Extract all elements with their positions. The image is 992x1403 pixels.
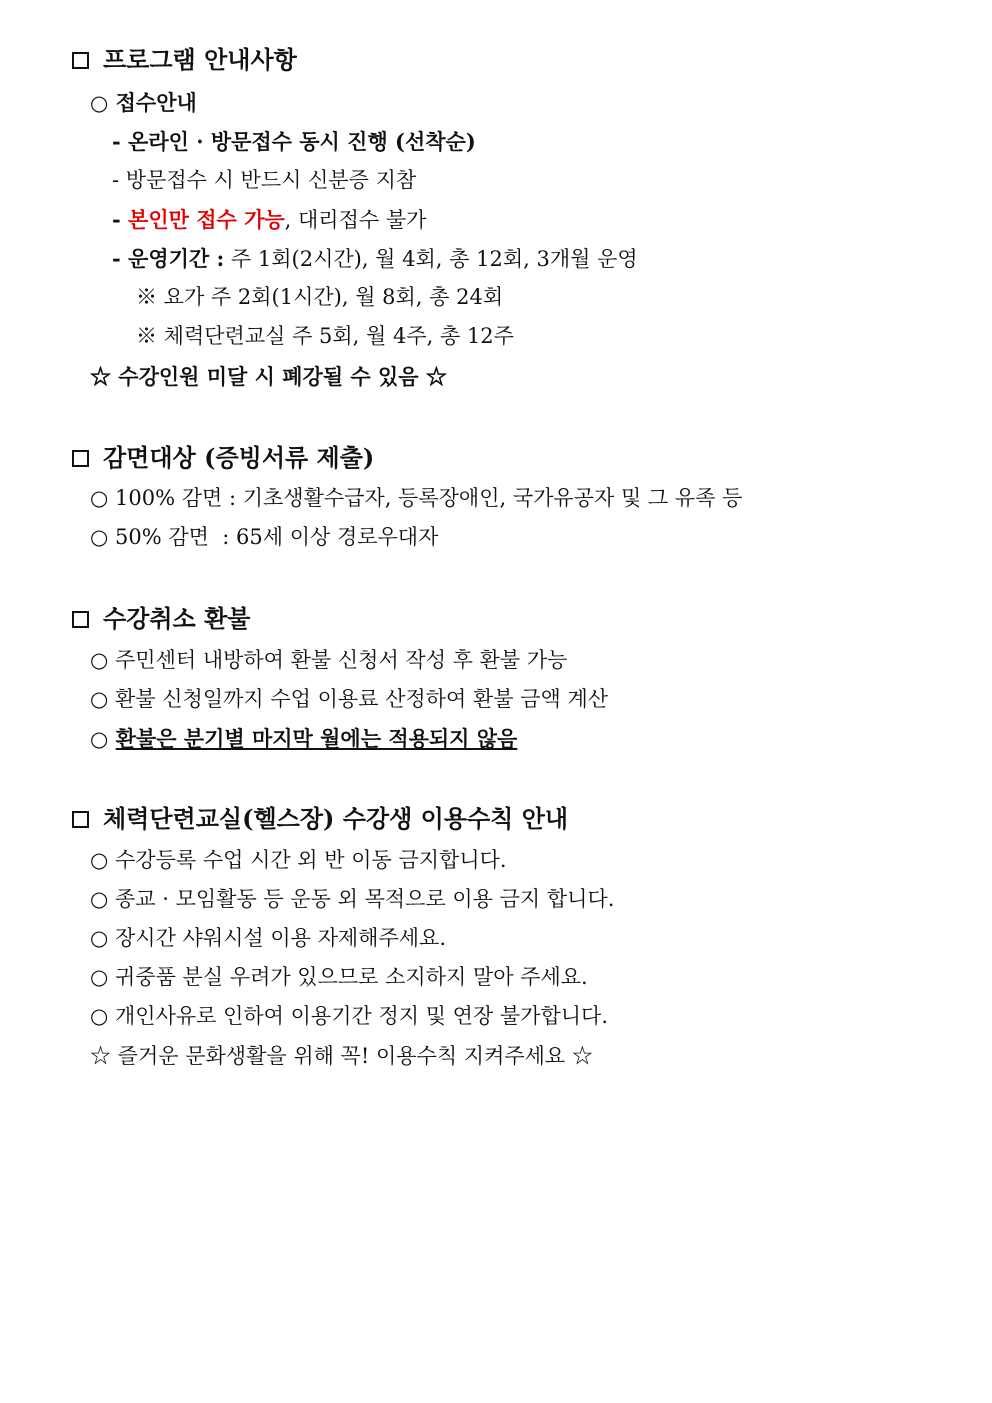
refund-item-calculation: ○ 환불 신청일까지 수업 이용료 산정하여 환불 금액 계산 [90, 687, 609, 711]
checkbox-square-icon [72, 52, 89, 69]
discount-item-50: ○ 50% 감면 : 65세 이상 경로우대자 [90, 525, 439, 549]
proxy-not-allowed: , 대리접수 불가 [284, 208, 427, 232]
reception-item-online: - 온라인 · 방문접수 동시 진행 (선착순) [112, 129, 476, 154]
operation-period [112, 248, 638, 270]
discount-title: 감면대상 (증빙서류 제출) [103, 443, 375, 472]
operation-period-label: - 운영기간 : [112, 246, 225, 271]
reception-item-self-only [112, 209, 426, 231]
checkbox-square-icon [72, 611, 89, 628]
discount-heading [72, 443, 375, 472]
reception-item-id: - 방문접수 시 반드시 신분증 지참 [112, 168, 417, 192]
refund-title: 수강취소 환불 [103, 604, 251, 633]
note-yoga: ※ 요가 주 2회(1시간), 월 8회, 총 24회 [136, 285, 504, 309]
gym-rule-suspension: ○ 개인사유로 인하여 이용기간 정지 및 연장 불가합니다. [90, 1004, 609, 1028]
gym-rule-class-change: ○ 수강등록 수업 시간 외 반 이동 금지합니다. [90, 848, 507, 872]
operation-period-value: 주 1회(2시간), 월 4회, 총 12회, 3개월 운영 [224, 247, 638, 271]
refund-item-visit: ○ 주민센터 내방하여 환불 신청서 작성 후 환불 가능 [90, 648, 568, 672]
refund-item-quarter [90, 728, 517, 749]
reception-label: ○ 접수안내 [90, 90, 197, 115]
program-heading [72, 45, 297, 74]
item-prefix: ○ [90, 726, 116, 751]
gym-closing-message: ☆ 즐거운 문화생활을 위해 꼭! 이용수칙 지켜주세요 ☆ [90, 1044, 593, 1068]
item-prefix: - [112, 207, 129, 232]
program-title: 프로그램 안내사항 [103, 45, 297, 74]
gym-rule-valuables: ○ 귀중품 분실 우려가 있으므로 소지하지 말아 주세요. [90, 965, 588, 989]
refund-heading [72, 604, 251, 633]
gym-rule-purpose: ○ 종교 · 모임활동 등 운동 외 목적으로 이용 금지 합니다. [90, 887, 615, 911]
quarter-exception: 환불은 분기별 마지막 월에는 적용되지 않음 [115, 726, 518, 751]
self-only-emphasis: 본인만 접수 가능 [128, 207, 285, 232]
gym-heading [72, 804, 569, 833]
checkbox-square-icon [72, 450, 89, 467]
discount-item-100: ○ 100% 감면 : 기초생활수급자, 등록장애인, 국가유공자 및 그 유족 등 [90, 486, 743, 510]
gym-title: 체력단련교실(헬스장) 수강생 이용수칙 안내 [103, 804, 569, 833]
gym-rule-shower: ○ 장시간 샤워시설 이용 자제해주세요. [90, 926, 446, 950]
checkbox-square-icon [72, 811, 89, 828]
note-fitness: ※ 체력단련교실 주 5회, 월 4주, 총 12주 [136, 324, 514, 348]
cancellation-warning: ☆ 수강인원 미달 시 폐강될 수 있음 ☆ [90, 364, 447, 389]
